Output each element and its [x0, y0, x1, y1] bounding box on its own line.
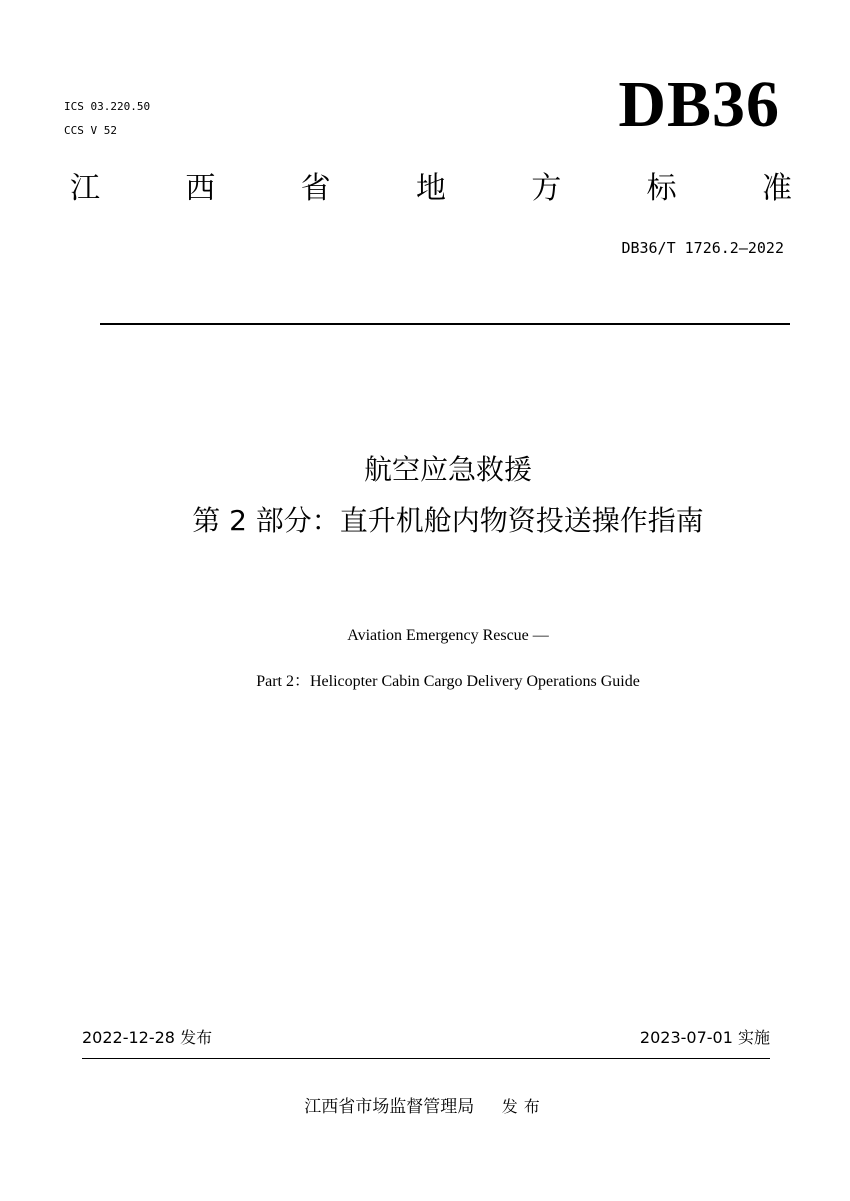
standard-type-heading — [70, 170, 792, 208]
ccs-code: CCS V 52 — [64, 124, 117, 137]
standard-type-char: 准 — [761, 171, 792, 206]
publisher-line — [0, 1096, 850, 1118]
ics-code: ICS 03.220.50 — [64, 100, 151, 113]
standard-type-char: 江 — [70, 171, 100, 206]
implementation-date: 2023-07-01 实施 — [639, 1028, 770, 1047]
standard-type-char: 地 — [415, 171, 446, 206]
issue-date: 2022-12-28 发布 — [82, 1028, 213, 1047]
standard-type-char: 标 — [646, 171, 677, 206]
title-english-line-1: Aviation Emergency Rescue — — [347, 627, 549, 644]
title-chinese-line-2: 第 2 部分：直升机舱内物资投送操作指南 — [192, 504, 704, 537]
publisher-action: 发布 — [501, 1097, 546, 1116]
standard-type-char: 方 — [531, 171, 562, 206]
title-english-line-2: Part 2：Helicopter Cabin Cargo Delivery Operations Guide — [256, 673, 640, 690]
standard-number: DB36/T 1726.2—2022 — [621, 239, 784, 257]
standard-type-char: 西 — [185, 171, 216, 206]
title-chinese-line-1: 航空应急救援 — [363, 453, 532, 486]
bottom-divider — [82, 1058, 770, 1059]
db36-logo: DB36 — [618, 68, 780, 141]
top-divider — [100, 323, 790, 325]
publisher-organization: 江西省市场监督管理局 — [304, 1097, 475, 1117]
standard-type-char: 省 — [300, 171, 331, 206]
